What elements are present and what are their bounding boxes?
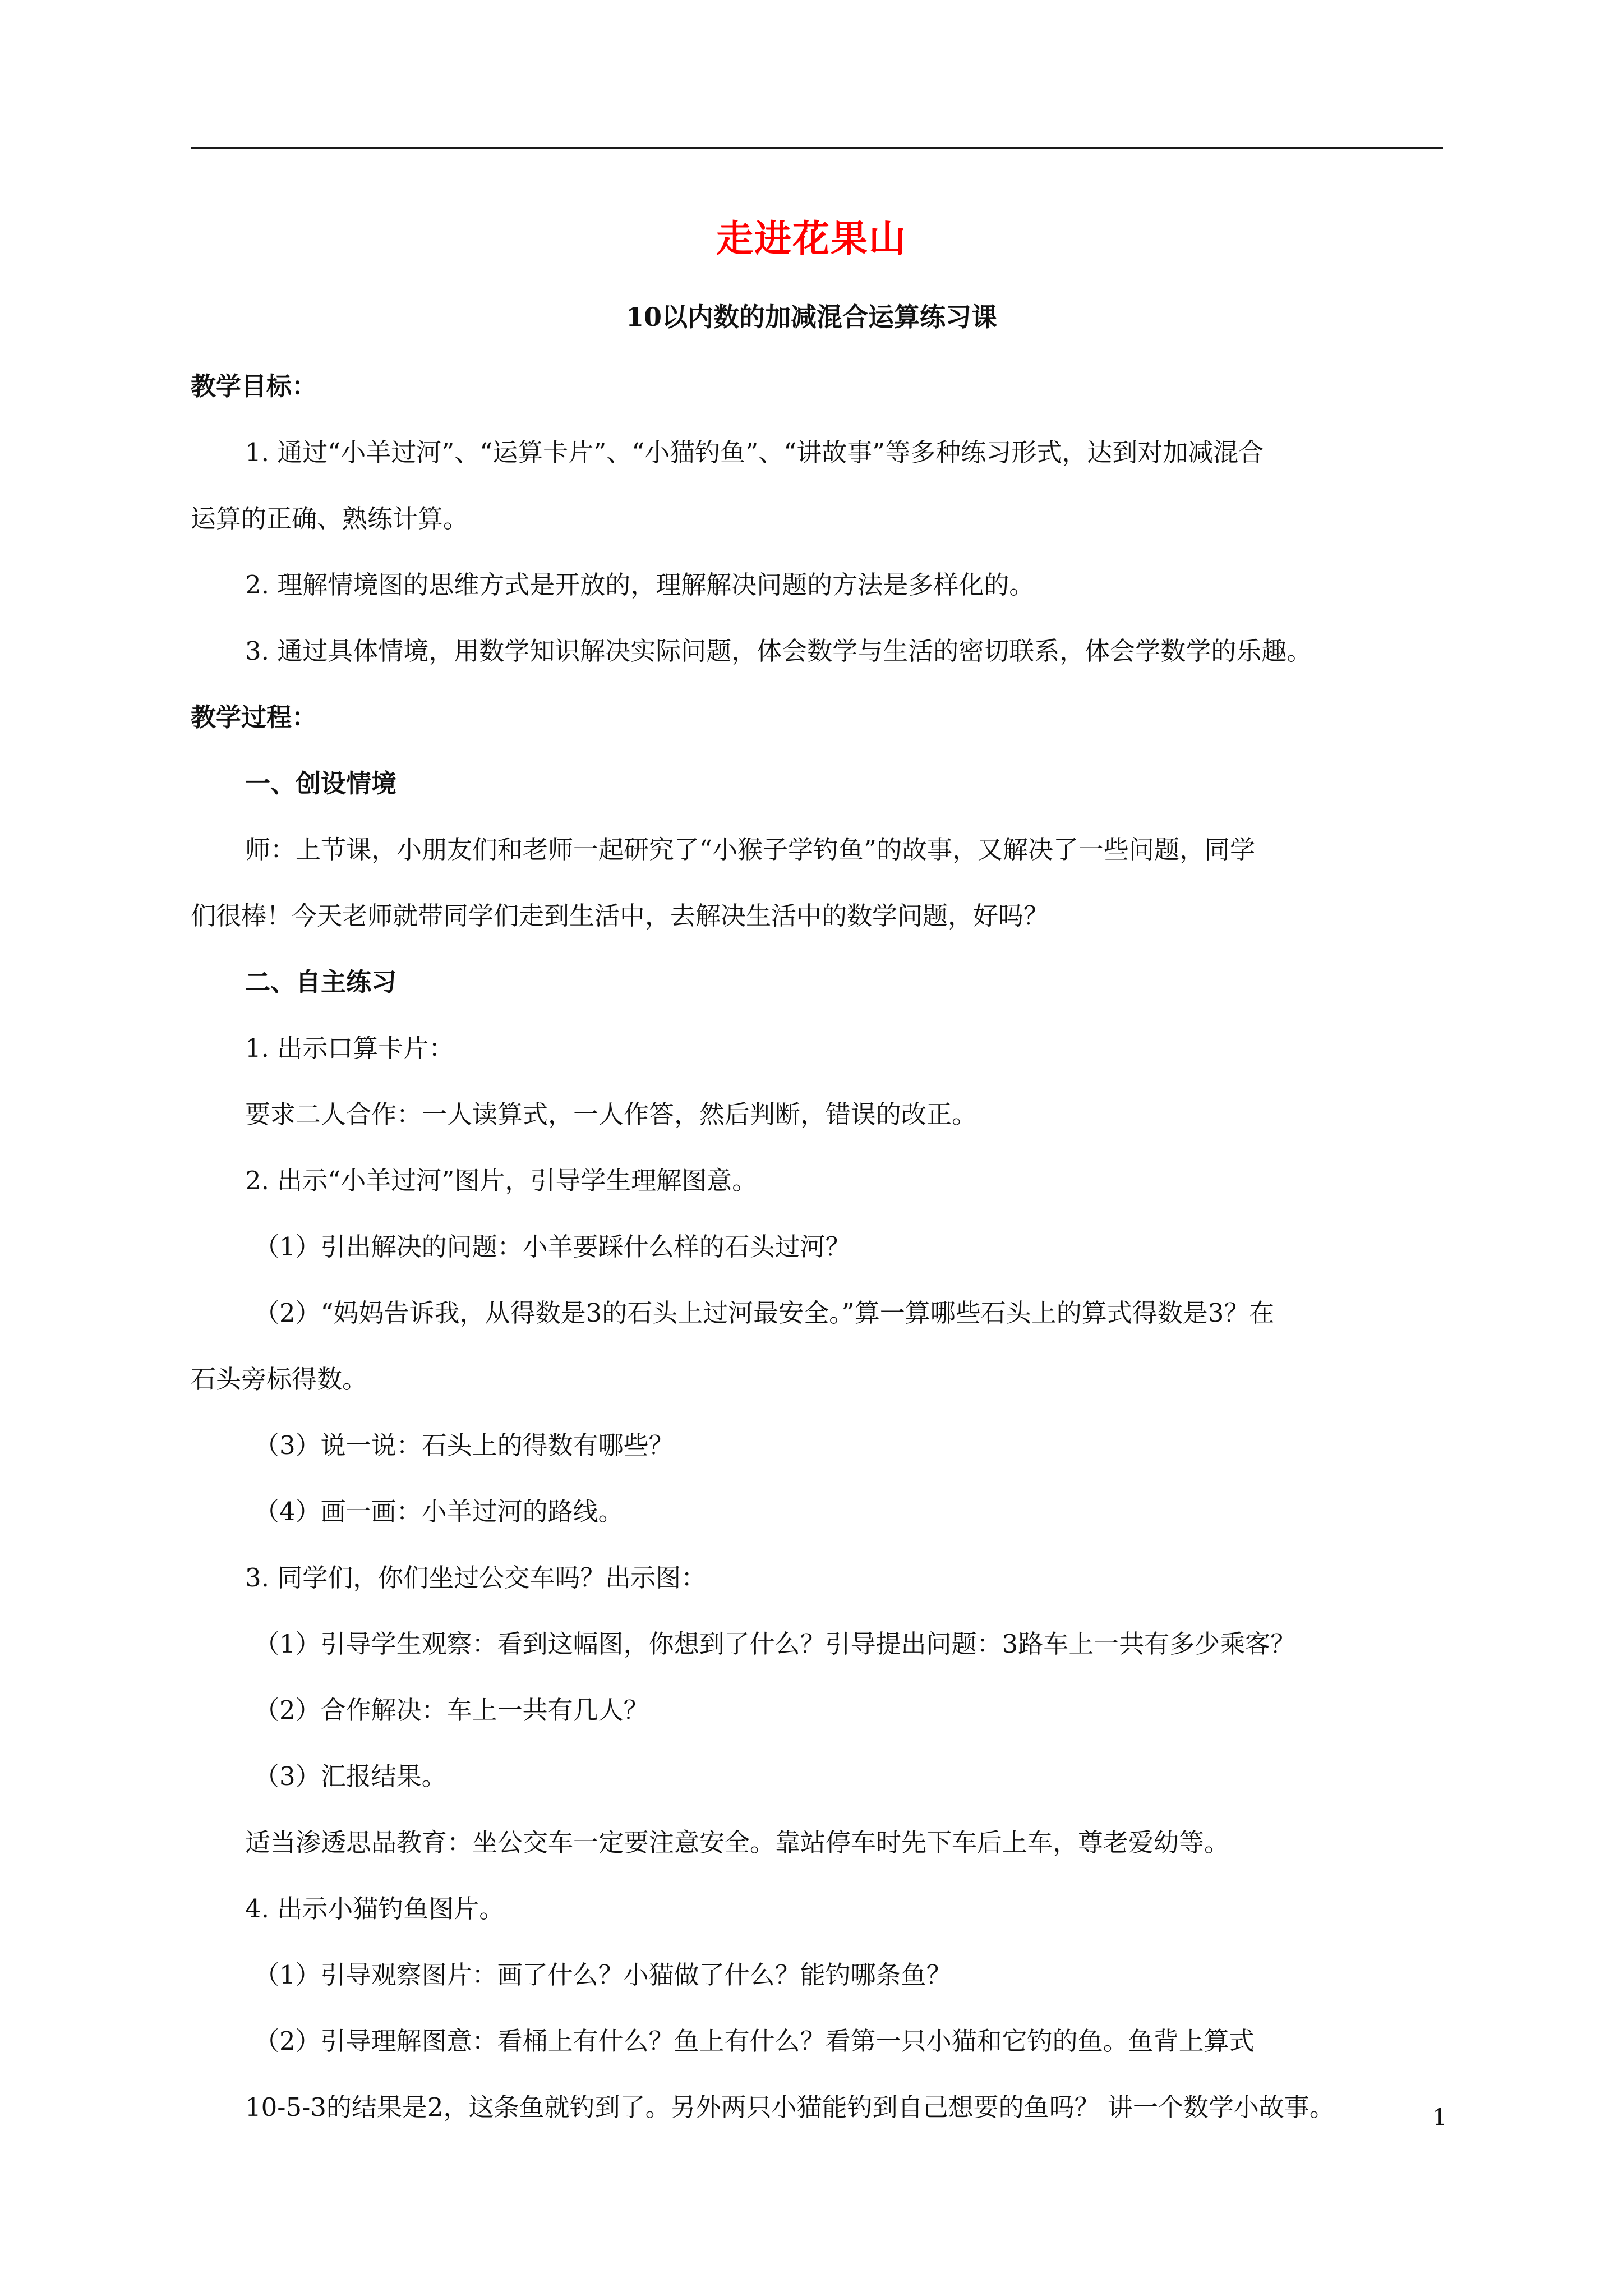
exercise-3-step-3: （3）汇报结果。 (254, 1761, 447, 1791)
section-1-paragraph: 师：上节课，小朋友们和老师一起研究了“小猴子学钓鱼”的故事，又解决了一些问题，同学 (245, 835, 1256, 864)
exercise-2-step-3: （3）说一说：石头上的得数有哪些？ (254, 1430, 674, 1460)
goal-item-2: 2. 理解情境图的思维方式是开放的，理解解决问题的方法是多样化的。 (245, 570, 1035, 600)
goal-item-3: 3. 通过具体情境，用数学知识解决实际问题，体会数学与生活的密切联系，体会学数学的乐趣。 (245, 636, 1312, 666)
exercise-3-step-2: （2）合作解决：车上一共有几人？ (254, 1695, 649, 1725)
section-1-paragraph-continued: 们很棒！今天老师就带同学们走到生活中，去解决生活中的数学问题，好吗？ (191, 901, 1049, 931)
header-rule (191, 147, 1443, 149)
document-subtitle: 10以内数的加减混合运算练习课 (625, 302, 997, 332)
exercise-3-step-1: （1）引导学生观察：看到这幅图，你想到了什么？引导提出问题：3路车上一共有多少乘客？ (254, 1629, 1296, 1659)
exercise-1: 1. 出示口算卡片： (245, 1033, 454, 1063)
process-heading: 教学过程： (191, 702, 317, 732)
page-number: 1 (1432, 2105, 1447, 2131)
exercise-1-requirement: 要求二人合作：一人读算式，一人作答，然后判断，错误的改正。 (245, 1099, 978, 1129)
exercise-2: 2. 出示“小羊过河”图片，引导学生理解图意。 (245, 1166, 758, 1195)
exercise-2-step-2-continued: 石头旁标得数。 (191, 1364, 368, 1394)
exercise-4-step-2: （2）引导理解图意：看桶上有什么？鱼上有什么？看第一只小猫和它钓的鱼。鱼背上算式 (254, 2026, 1255, 2056)
exercise-4: 4. 出示小猫钓鱼图片。 (245, 1894, 505, 1924)
exercise-2-step-4: （4）画一画：小羊过河的路线。 (254, 1497, 624, 1526)
section-2-heading: 二、自主练习 (245, 967, 397, 997)
exercise-4-step-2-continued: 10-5-3的结果是2，这条鱼就钓到了。另外两只小猫能钓到自己想要的鱼吗？ 讲一个数学小故事。 (245, 2092, 1335, 2122)
exercise-2-step-2: （2）“妈妈告诉我，从得数是3的石头上过河最安全。”算一算哪些石头上的算式得数是3？在 (254, 1298, 1275, 1328)
document-title: 走进花果山 (716, 217, 907, 260)
exercise-2-step-1: （1）引出解决的问题：小羊要踩什么样的石头过河？ (254, 1232, 851, 1262)
goal-item-1-continued: 运算的正确、熟练计算。 (191, 504, 469, 533)
goal-item-1: 1. 通过“小羊过河”、“运算卡片”、“小猫钓鱼”、“讲故事”等多种练习形式，达到对加减混合 (245, 438, 1264, 467)
exercise-3-note: 适当渗透思品教育：坐公交车一定要注意安全。靠站停车时先下车后上车，尊老爱幼等。 (245, 1828, 1230, 1857)
goals-heading: 教学目标： (191, 371, 317, 401)
exercise-4-step-1: （1）引导观察图片：画了什么？小猫做了什么？能钓哪条鱼？ (254, 1960, 952, 1990)
section-1-heading: 一、创设情境 (245, 769, 397, 798)
document-body (191, 353, 1443, 2141)
exercise-3: 3. 同学们，你们坐过公交车吗？出示图： (245, 1563, 707, 1593)
